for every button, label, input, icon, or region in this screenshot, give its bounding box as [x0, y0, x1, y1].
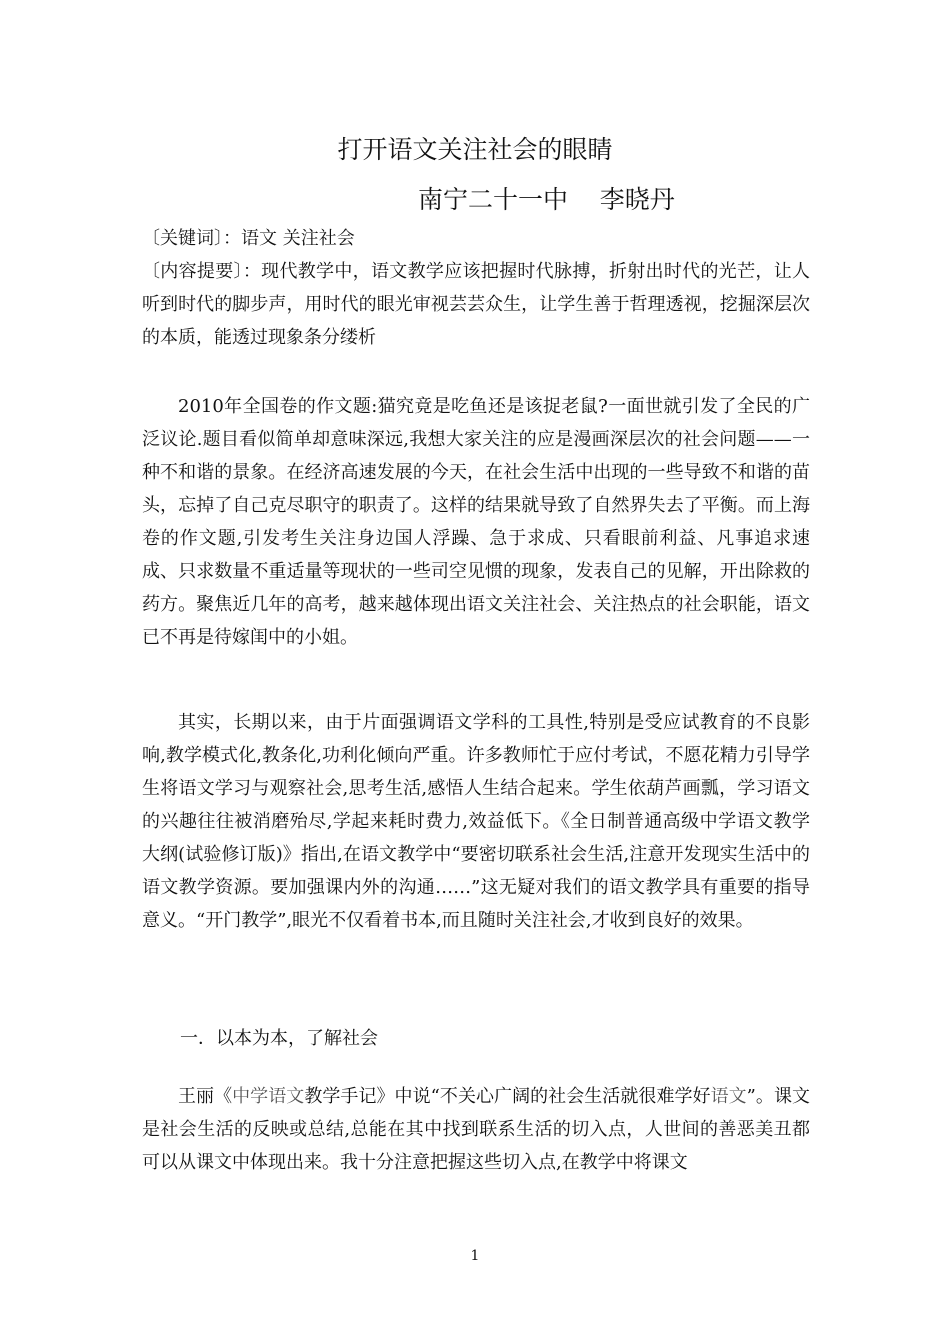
body-paragraph-2: 其实，长期以来，由于片面强调语文学科的工具性,特别是受应试教育的不良影响,教学模式化,教条化,功利化倾向严重。许多教师忙于应付考试，不愿花精力引导学生将语文学习与观察社会,思考生活,感悟人生结合起来。学生依葫芦画瓢，学习语文的兴趣往往被消磨殆尽,学起来耗时费力,效益低下。《全日制普通高级中学语文教学大纲(试验修订版)》指出,在语文教学中“要密切联系社会生活,注意开发现实生活中的语文教学资源。要加强课内外的沟通……”这无疑对我们的语文教学具有重要的指导意义。“开门教学”,眼光不仅看着书本,而且随时关注社会,才收到良好的效果。 [142, 712, 810, 931]
section-heading: 一．以本为本，了解社会 [180, 1028, 378, 1049]
document-title: 打开语文关注社会的眼睛 [337, 135, 613, 164]
paragraph-text: 教学手记》中说“不关心广阔的社会生活就很难学好 [304, 1086, 711, 1107]
author-line: 南宁二十一中 李晓丹 [418, 185, 675, 214]
paragraph-text: ”。课文是社会生活的反映或总结,总能在其中找到联系生活的切入点，人世间的善恶美丑都可以从课文中体现出来。我十分注意把握这些切入点,在教学中将课文 [142, 1086, 811, 1173]
abstract-paragraph: 〔内容提要〕：现代教学中，语文教学应该把握时代脉搏，折射出时代的光芒，让人听到时代的脚步声，用时代的眼光审视芸芸众生，让学生善于哲理透视，挖掘深层次的本质，能透过现象条分缕析 [142, 261, 810, 348]
link-text: 中学语文 [232, 1086, 305, 1107]
paragraph-text: 王丽《 [178, 1086, 233, 1107]
body-paragraph-1: 2010年全国卷的作文题:猫究竟是吃鱼还是该捉老鼠?一面世就引发了全民的广泛议论.题目看似简单却意味深远,我想大家关注的应是漫画深层次的社会问题——一种不和谐的景象。在经济高速发展的今天，在社会生活中出现的一些导致不和谐的苗头，忘掉了自己克尽职守的职责了。这样的结果就导致了自然界失去了平衡。而上海卷的作文题,引发考生关注身边国人浮躁、急于求成、只看眼前利益、凡事追求速成、只求数量不重适量等现状的一些司空见惯的现象，发表自己的见解，开出除救的药方。聚焦近几年的高考，越来越体现出语文关注社会、关注热点的社会职能，语文已不再是待嫁闺中的小姐。 [142, 396, 810, 648]
body-paragraph-3 [142, 1080, 810, 1179]
page-number: 1 [470, 1248, 480, 1264]
link-text: 语文 [710, 1086, 747, 1107]
keywords-line: 〔关键词〕：语文 关注社会 [142, 228, 355, 249]
